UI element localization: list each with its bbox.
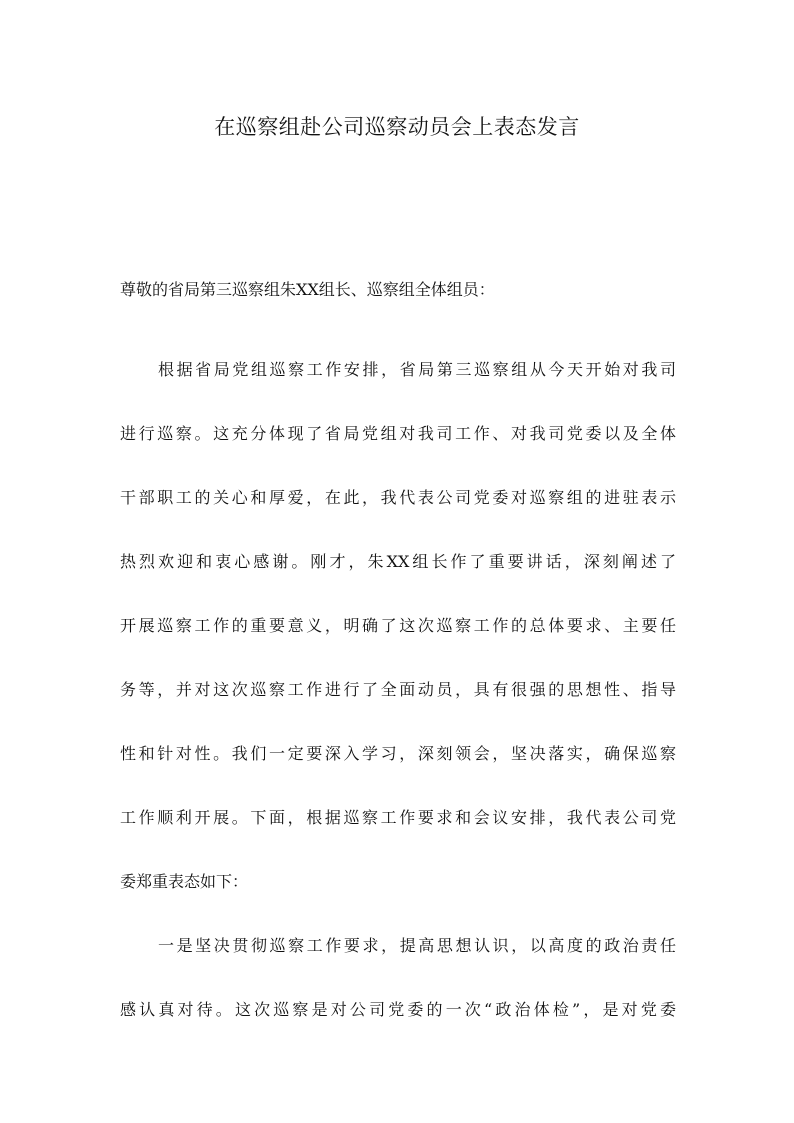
paragraph-line: 工作顺利开展。下面，根据巡察工作要求和会议安排，我代表公司党 [120, 808, 676, 827]
paragraph-line: 进行巡察。这充分体现了省局党组对我司工作、对我司党委以及全体 [120, 424, 676, 443]
paragraph-line: 根据省局党组巡察工作安排，省局第三巡察组从今天开始对我司 [158, 360, 676, 379]
paragraph-line: 务等，并对这次巡察工作进行了全面动员，具有很强的思想性、指导 [120, 680, 676, 699]
document-title: 在巡察组赴公司巡察动员会上表态发言 [214, 115, 580, 139]
paragraph-line: 一是坚决贯彻巡察工作要求，提高思想认识，以高度的政治责任 [158, 936, 676, 955]
paragraph-line: 热烈欢迎和衷心感谢。刚才，朱XX组长作了重要讲话，深刻阐述了 [120, 552, 676, 571]
paragraph-line: 感认真对待。这次巡察是对公司党委的一次“政治体检”，是对党委 [120, 1000, 676, 1019]
salutation-line: 尊敬的省局第三巡察组朱XX组长、巡察组全体组员： [120, 280, 495, 299]
paragraph-1 [120, 338, 676, 914]
paragraph-line: 开展巡察工作的重要意义，明确了这次巡察工作的总体要求、主要任 [120, 616, 676, 635]
paragraph-line: 性和针对性。我们一定要深入学习，深刻领会，坚决落实，确保巡察 [120, 744, 676, 763]
paragraph-line: 干部职工的关心和厚爱，在此，我代表公司党委对巡察组的进驻表示 [120, 488, 676, 507]
salutation [120, 258, 676, 322]
paragraph-line: 委郑重表态如下： [120, 872, 249, 891]
paragraph-2 [120, 914, 676, 1042]
